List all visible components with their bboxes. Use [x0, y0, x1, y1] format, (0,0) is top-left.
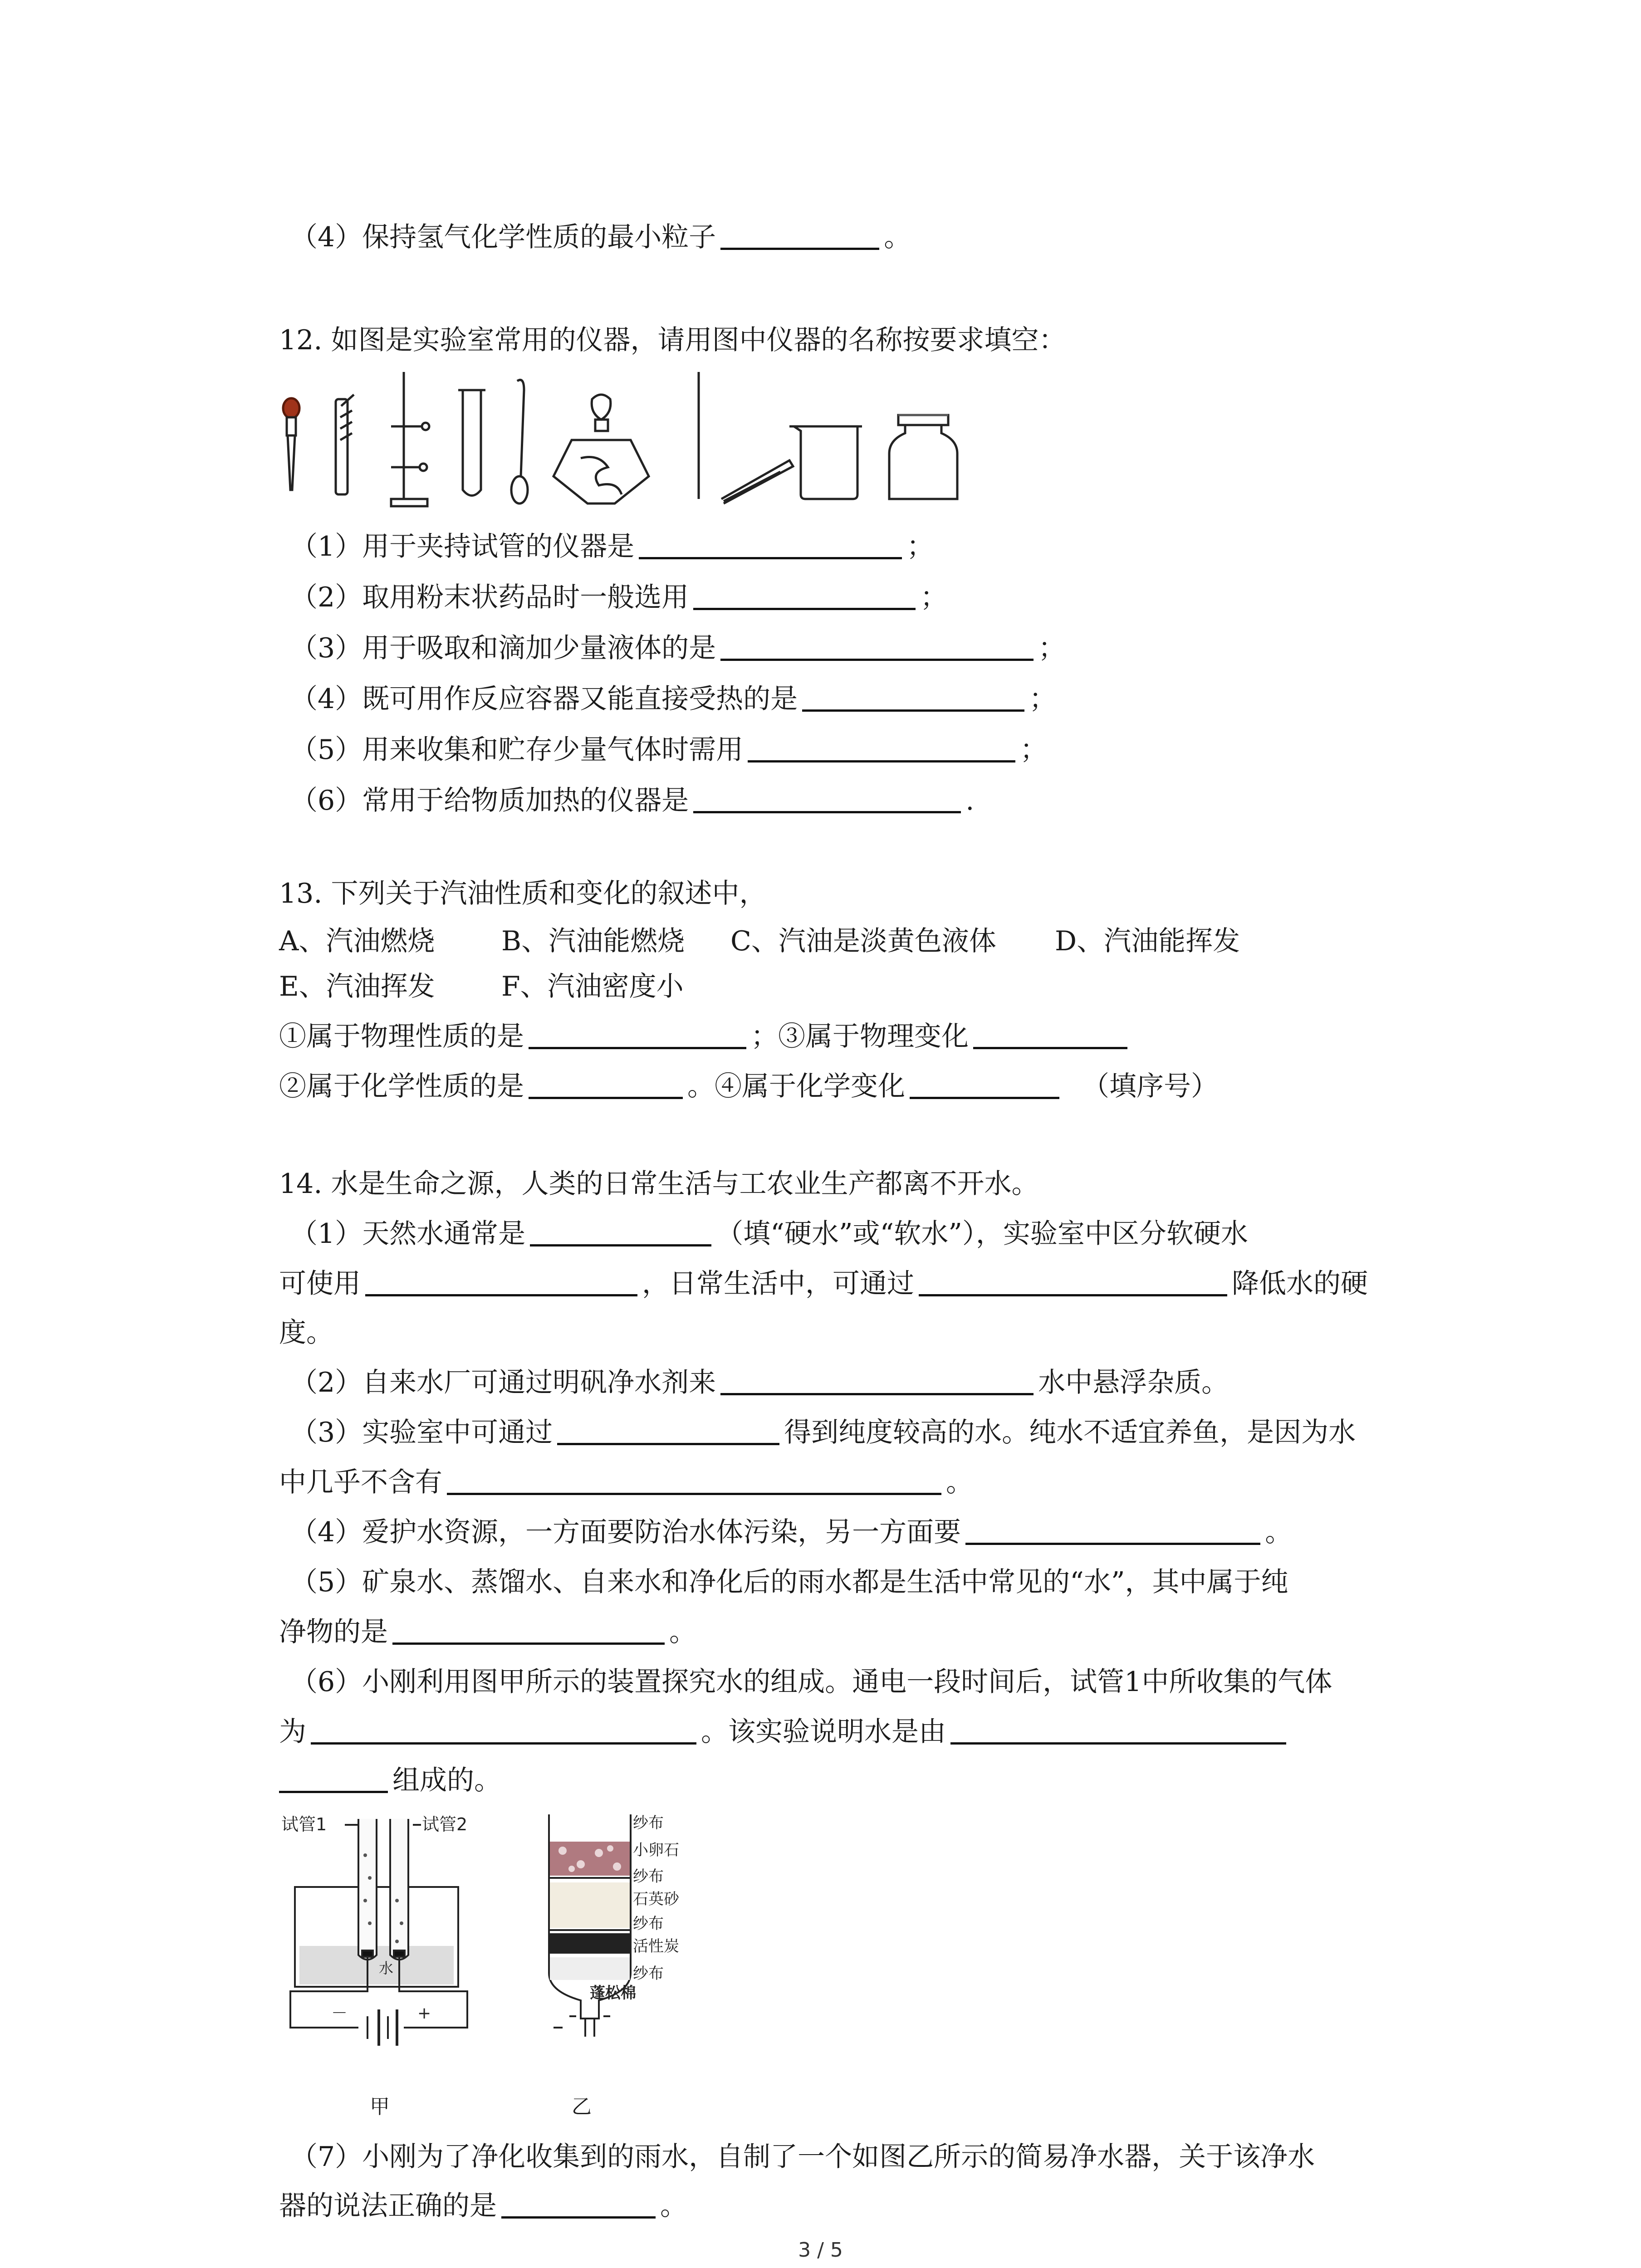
dropper-icon [283, 398, 299, 490]
answer-blank[interactable] [720, 221, 879, 250]
tube2-label: 试管2 [422, 1814, 468, 1834]
q12-part1: （1）用于夹持试管的仪器是 ； [290, 531, 934, 562]
q14-part7: （7）小刚为了净化收集到的雨水，自制了一个如图乙所示的简易净水器，关于该净水 [290, 2141, 1315, 2173]
q14-part2: （2）自来水厂可通过明矾净水剂来 水中悬浮杂质。 [290, 1367, 1229, 1398]
q14-part5-cont: 净物的是 。 [279, 1616, 696, 1648]
lab-instruments-figure [272, 363, 962, 517]
purifier-layer-label: 活性炭 [633, 1937, 679, 1955]
q14-part6: （6）小刚利用图甲所示的装置探究水的组成。通电一段时间后，试管1中所收集的气体 [290, 1666, 1332, 1698]
purifier-layer-label: 石英砂 [633, 1890, 679, 1908]
q14-part6-cont: 为 。该实验说明水是由 [279, 1711, 1291, 1752]
purifier-layer-label: 纱布 [633, 1814, 664, 1832]
answer-blank[interactable] [311, 1716, 696, 1745]
answer-blank[interactable] [720, 1367, 1034, 1395]
gas-bottle-icon [889, 415, 957, 499]
q14-part5: （5）矿泉水、蒸馏水、自来水和净化后的雨水都是生活中常见的“水”，其中属于纯 [290, 1566, 1288, 1598]
figure-jia-caption: 甲 [370, 2095, 390, 2118]
q13-options-row2: E、汽油挥发 F、汽油密度小 [279, 971, 684, 1002]
beaker-icon [789, 426, 862, 499]
figure-yi-caption: 乙 [572, 2095, 592, 2118]
q12-part4: （4）既可用作反应容器又能直接受热的是 ； [290, 683, 1057, 715]
answer-blank[interactable] [392, 1616, 665, 1645]
q14-part4: （4）爱护水资源，一方面要防治水体污染，另一方面要 。 [290, 1516, 1293, 1548]
test-tube-holder-icon [336, 395, 354, 494]
q14-part7-cont: 器的说法正确的是 。 [279, 2190, 687, 2222]
q12-part6: （6）常用于给物质加热的仪器是 . [290, 785, 975, 816]
water-purifier-figure [531, 1810, 721, 2064]
q14-part1-end: 度。 [279, 1317, 333, 1349]
q12-part2: （2）取用粉末状药品时一般选用 ； [290, 582, 948, 613]
tube1-label: 试管1 [281, 1814, 327, 1834]
answer-blank[interactable] [530, 1218, 711, 1246]
q14-part6-end: 组成的。 [279, 1760, 501, 1801]
answer-blank[interactable] [279, 1765, 388, 1793]
q14-part3: （3）实验室中可通过 得到纯度较高的水。纯水不适宜养鱼，是因为水 [290, 1417, 1356, 1448]
plus-label: + [417, 2004, 431, 2023]
q14-stem: 14. 水是生命之源，人类的日常生活与工农业生产都离不开水。 [279, 1168, 1039, 1200]
purifier-layer-label: 纱布 [633, 1867, 664, 1886]
answer-blank[interactable] [802, 683, 1024, 712]
test-tube-icon [458, 390, 485, 496]
q11-part4: （4）保持氢气化学性质的最小粒子 。 [290, 221, 911, 253]
answer-blank[interactable] [919, 1268, 1227, 1296]
answer-blank[interactable] [748, 734, 1015, 763]
answer-blank[interactable] [950, 1716, 1286, 1745]
answer-blank[interactable] [693, 582, 916, 610]
water-label: 水 [379, 1960, 394, 1977]
q13-answer-row1: ①属于物理性质的是 ；③属于物理变化 [279, 1016, 1132, 1057]
answer-blank[interactable] [447, 1466, 941, 1495]
answer-blank[interactable] [693, 785, 961, 813]
answer-blank[interactable] [501, 2190, 656, 2219]
q13-answer-row2: ②属于化学性质的是 。④属于化学变化 （填序号） [279, 1070, 1218, 1102]
q12-stem: 12. 如图是实验室常用的仪器，请用图中仪器的名称按要求填空： [279, 324, 1066, 356]
answer-blank[interactable] [965, 1516, 1260, 1545]
alcohol-lamp-icon [554, 395, 649, 503]
purifier-layer-label: 纱布 [633, 1915, 664, 1933]
q14-part1: （1）天然水通常是 （填“硬水”或“软水”），实验室中区分软硬水 [290, 1218, 1248, 1250]
q14-part1-cont: 可使用 ，日常生活中，可通过 降低水的硬 [279, 1268, 1368, 1300]
answer-blank[interactable] [639, 531, 902, 559]
answer-blank[interactable] [529, 1021, 746, 1049]
answer-blank[interactable] [973, 1021, 1127, 1049]
minus-label: － [331, 2004, 348, 2023]
purifier-layer-label: 纱布 [633, 1965, 664, 1983]
q12-part5: （5）用来收集和贮存少量气体时需用 ； [290, 734, 1048, 766]
answer-blank[interactable] [910, 1070, 1059, 1099]
page-number: 3 / 5 [798, 2239, 843, 2262]
purifier-layer-label: 小卵石 [633, 1841, 679, 1859]
answer-blank[interactable] [720, 632, 1034, 661]
q13-stem: 13. 下列关于汽油性质和变化的叙述中， [279, 878, 767, 909]
answer-blank[interactable] [365, 1268, 637, 1296]
answer-blank[interactable] [529, 1070, 683, 1099]
electrolysis-apparatus-figure [277, 1810, 481, 2064]
medicine-spoon-icon [511, 380, 528, 504]
q12-part3: （3）用于吸取和滴加少量液体的是 ； [290, 632, 1066, 664]
purifier-layer-label: 蓬松棉 [590, 1984, 636, 2002]
q13-options-row1: A、汽油燃烧 B、汽油能燃烧 C、汽油是淡黄色液体 D、汽油能挥发 [279, 925, 1240, 957]
q14-part3-cont: 中几乎不含有 。 [279, 1466, 973, 1498]
iron-stand-icon [391, 372, 429, 506]
tweezers-icon [721, 460, 793, 503]
answer-blank[interactable] [557, 1417, 779, 1445]
